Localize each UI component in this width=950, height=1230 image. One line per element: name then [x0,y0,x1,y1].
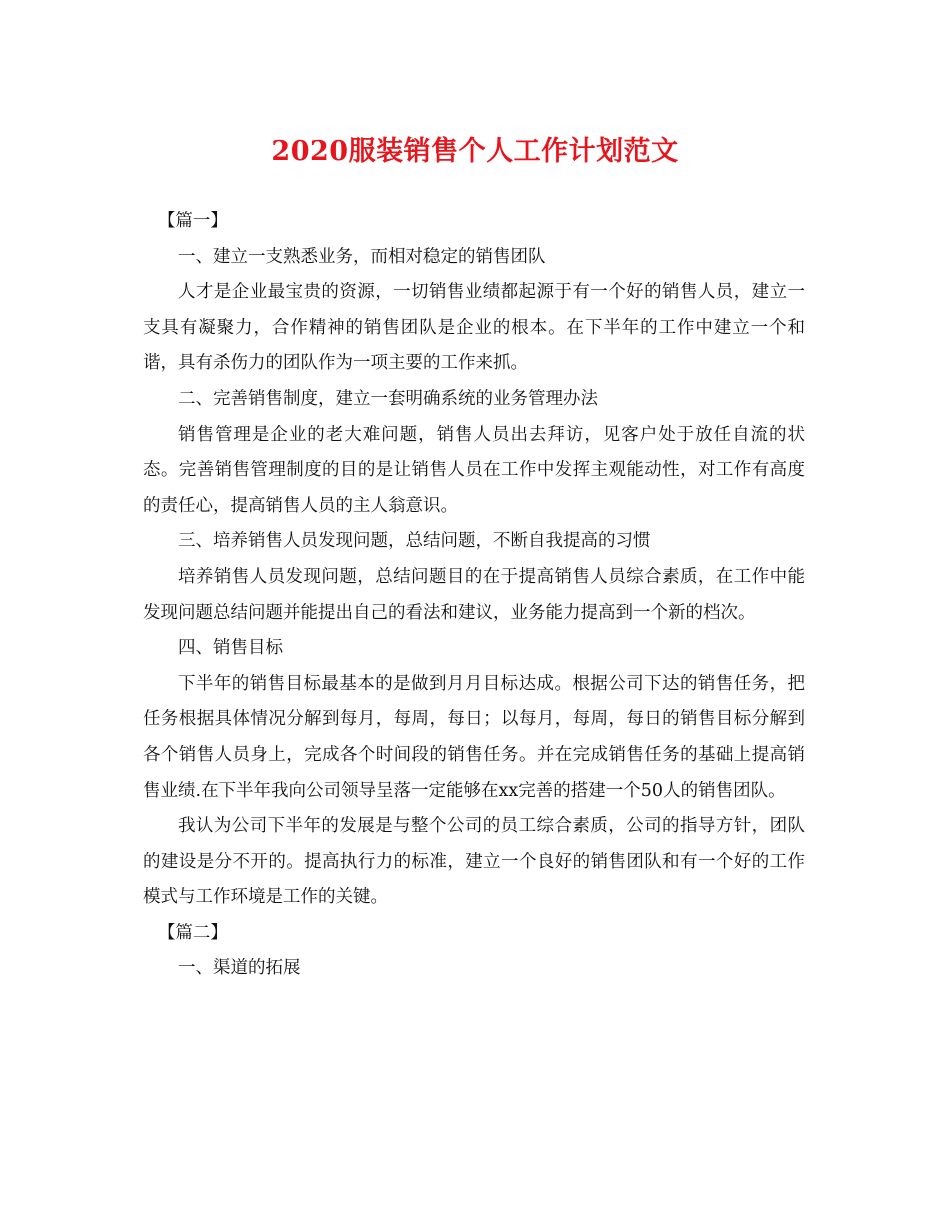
heading-2: 二、完善销售制度，建立一套明确系统的业务管理办法 [178,388,598,409]
paragraph-4: 下半年的销售目标最基本的是做到月月目标达成。根据公司下达的销售任务，把任务根据具体情况分解到每月，每周，每日；以每月，每周，每日的销售目标分解到各个销售人员身上，完成各个时间段的销售任务。并在完成销售任务的基础上提高销售业绩.在下半年我向公司领导呈落一定能够在xx完善的搭建一个50人的销售团队。 [143,673,805,801]
heading-5: 一、渠道的拓展 [178,958,301,979]
paragraph-3: 培养销售人员发现问题，总结问题目的在于提高销售人员综合素质，在工作中能发现问题总结问题并能提出自己的看法和建议，业务能力提高到一个新的档次。 [143,566,805,623]
section-label-1: 【篇一】 [157,211,228,231]
paragraph-2: 销售管理是企业的老大难问题，销售人员出去拜访，见客户处于放任自流的状态。完善销售管理制度的目的是让销售人员在工作中发挥主观能动性，对工作有高度的责任心，提高销售人员的主人翁意识。 [143,424,805,516]
document-title: 2020服装销售个人工作计划范文 [271,136,679,167]
paragraph-5: 我认为公司下半年的发展是与整个公司的员工综合素质，公司的指导方针，团队的建设是分不开的。提高执行力的标准，建立一个良好的销售团队和有一个好的工作模式与工作环境是工作的关键。 [143,816,805,908]
heading-1: 一、建立一支熟悉业务，而相对稳定的销售团队 [178,246,546,267]
heading-4: 四、销售目标 [178,638,283,659]
document-body [143,204,805,987]
paragraph-1: 人才是企业最宝贵的资源，一切销售业绩都起源于有一个好的销售人员，建立一支具有凝聚力，合作精神的销售团队是企业的根本。在下半年的工作中建立一个和谐，具有杀伤力的团队作为一项主要的工作来抓。 [143,282,805,374]
heading-3: 三、培养销售人员发现问题，总结问题，不断自我提高的习惯 [178,531,651,552]
section-label-2: 【篇二】 [157,922,228,943]
